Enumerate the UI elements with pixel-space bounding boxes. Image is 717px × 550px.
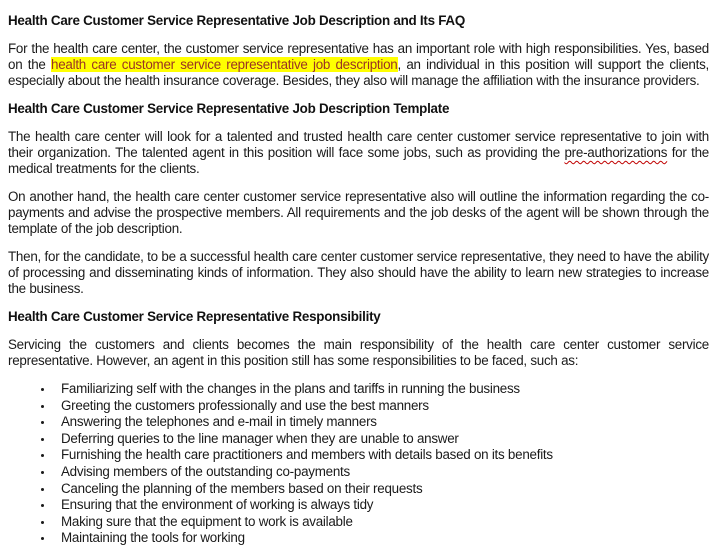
paragraph-copayments: On another hand, the health care center customer service representative also will outline the information regarding the co-payments and advise the prospective members. All requirements and the job desks of the agent will be shown through the template of the job description. — [8, 189, 709, 236]
list-item: • Advising members of the outstanding co-payments — [54, 464, 709, 481]
list-item: • Canceling the planning of the members based on their requests — [54, 481, 709, 498]
list-item: • Deferring queries to the line manager when they are unable to answer — [54, 431, 709, 448]
paragraph-intro-text-after: , an individual in this position will support the clients, especially about the health insurance coverage. Besides, they also will manage the affiliation with the insurance providers. — [8, 57, 710, 88]
list-item: • Maintaining the tools for working — [54, 530, 709, 547]
paragraph-intro-text-before: For the health care center, the customer service representative has an important role with high responsibilities. Yes, based on the — [8, 41, 709, 72]
paragraph-servicing: Servicing the customers and clients becomes the main responsibility of the health care center customer service representative. However, an agent in this position still has some responsibilities to be faced, such as: — [8, 337, 709, 368]
list-item: • Furnishing the health care practitioners and members with details based on its benefits — [54, 447, 709, 464]
paragraph-template-text-before: The health care center will look for a talented and trusted health care center customer service representative to join with their organization. The talented agent in this position will face some jobs, such as providing the — [8, 129, 709, 160]
heading-job-description-template: Health Care Customer Service Representative Job Description Template — [8, 101, 450, 116]
list-item: • Ensuring that the environment of working is always tidy — [54, 497, 709, 514]
list-item: • Making sure that the equipment to work is available — [54, 514, 709, 531]
highlighted-phrase: health care customer service representative job description — [51, 57, 398, 72]
responsibility-bullet-list — [8, 381, 709, 547]
heading-job-description-faq: Health Care Customer Service Representative Job Description and Its FAQ — [8, 13, 466, 28]
paragraph-template — [8, 129, 709, 177]
list-item: • Answering the telephones and e-mail in timely manners — [54, 414, 709, 431]
list-item: • Familiarizing self with the changes in the plans and tariffs in running the business — [54, 381, 709, 398]
paragraph-candidate: Then, for the candidate, to be a successful health care center customer service representative, they need to have the ability of processing and disseminating kinds of information. They also should have the ability to learn new strategies to increase the business. — [8, 249, 709, 296]
paragraph-template-text-after: for the medical treatments for the clients. — [8, 145, 709, 176]
list-item: • Greeting the customers professionally and use the best manners — [54, 398, 709, 415]
paragraph-intro — [8, 41, 709, 89]
heading-responsibility: Health Care Customer Service Representative Responsibility — [8, 309, 381, 324]
spellcheck-flagged-word: pre-authorizations — [564, 145, 668, 160]
